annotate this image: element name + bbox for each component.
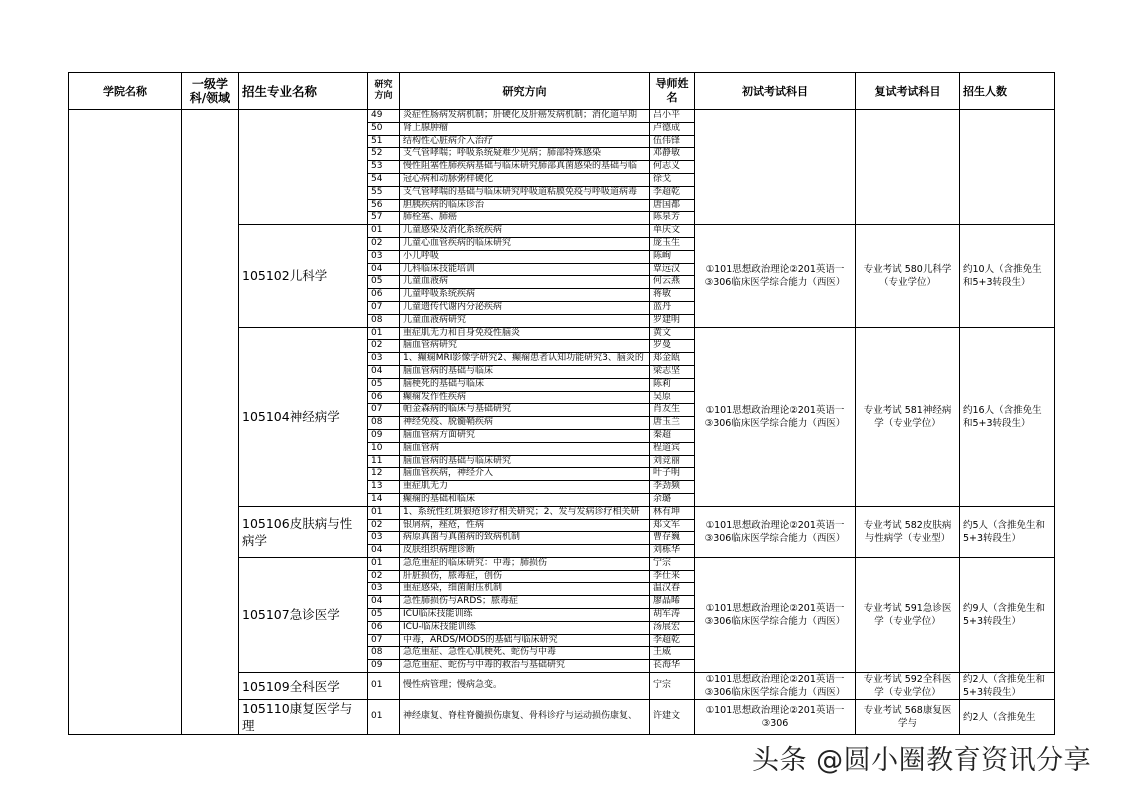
research-direction: 儿童血液病: [400, 276, 650, 289]
research-direction: 脑血管病方面研究: [400, 429, 650, 442]
research-direction: 1、系统性红斑狼疮诊疗相关研究；2、发与发病诊疗相关研: [400, 506, 650, 519]
watermark-text: 头条 @圆小圈教育资讯分享: [752, 745, 1092, 776]
research-direction: 小儿呼吸: [400, 250, 650, 263]
research-direction: 帕金森病的临床与基础研究: [400, 404, 650, 417]
enrollment-count: 约10人（含推免生和5+3转段生）: [960, 225, 1055, 327]
direction-code: 08: [368, 647, 400, 660]
direction-code: 51: [368, 135, 400, 148]
research-direction: 儿科临床技能培训: [400, 263, 650, 276]
tutor-name: 许建文: [650, 700, 695, 735]
research-direction: 神经康复、脊柱脊髓损伤康复、骨科诊疗与运动损伤康复、: [400, 700, 650, 735]
retest-exam-subjects: 专业考试 580儿科学（专业学位）: [856, 225, 960, 327]
tutor-name: 肖友生: [650, 404, 695, 417]
direction-code: 12: [368, 468, 400, 481]
direction-code: 54: [368, 173, 400, 186]
direction-code: 53: [368, 161, 400, 174]
tutor-name: 罗曼: [650, 340, 695, 353]
tutor-name: 宁宗: [650, 673, 695, 700]
research-direction: 皮肤组织病理诊断: [400, 545, 650, 558]
tutor-name: 汤展宏: [650, 621, 695, 634]
research-direction: 支气管哮喘；呼吸系统疑难少见病；肺部特殊感染: [400, 148, 650, 161]
tutor-name: 唐玉兰: [650, 417, 695, 430]
research-direction: 急性肺损伤与ARDS；脓毒症: [400, 596, 650, 609]
enrollment-count: [960, 110, 1055, 225]
direction-code: 10: [368, 442, 400, 455]
direction-code: 02: [368, 519, 400, 532]
research-direction: 炎症性肠病发病机制；肝硬化及肝癌发病机制；消化道早期: [400, 110, 650, 123]
table-row: [69, 110, 1055, 123]
direction-code: 14: [368, 493, 400, 506]
header-count: 招生人数: [960, 73, 1055, 110]
tutor-name: 郑文军: [650, 519, 695, 532]
tutor-name: 胡军涛: [650, 609, 695, 622]
research-direction: 儿童呼吸系统疾病: [400, 289, 650, 302]
tutor-name: 程道宾: [650, 442, 695, 455]
direction-code: 07: [368, 301, 400, 314]
school-cell: [69, 110, 182, 735]
research-direction: 支气管哮喘的基础与临床研究呼吸道粘膜免疫与呼吸道病毒: [400, 186, 650, 199]
research-direction: 病原真菌与真菌病的致病机制: [400, 532, 650, 545]
major-name: 105106皮肤病与性病学: [239, 506, 368, 557]
direction-code: 06: [368, 289, 400, 302]
direction-code: 04: [368, 596, 400, 609]
tutor-name: 伍伟锋: [650, 135, 695, 148]
tutor-name: 苌海华: [650, 660, 695, 673]
direction-code: 06: [368, 621, 400, 634]
retest-exam-subjects: 专业考试 591急诊医学（专业学位）: [856, 557, 960, 672]
research-direction: 脑血管疾病，神经介入: [400, 468, 650, 481]
tutor-name: 梁志坚: [650, 365, 695, 378]
tutor-name: 曹存巍: [650, 532, 695, 545]
tutor-name: 吕小平: [650, 110, 695, 123]
direction-code: 57: [368, 212, 400, 225]
direction-code: 01: [368, 506, 400, 519]
research-direction: 儿童遗传代谢内分泌疾病: [400, 301, 650, 314]
enrollment-count: 约2人（含推免生和5+3转段生）: [960, 673, 1055, 700]
prelim-exam-subjects: ①101思想政治理论②201英语一③306临床医学综合能力（西医）: [695, 673, 856, 700]
enrollment-count: 约9人（含推免生和5+3转段生）: [960, 557, 1055, 672]
tutor-name: 覃远汉: [650, 263, 695, 276]
direction-code: 02: [368, 237, 400, 250]
research-direction: ICU临床技能训练: [400, 609, 650, 622]
direction-code: 02: [368, 570, 400, 583]
tutor-name: 刘竞丽: [650, 455, 695, 468]
direction-code: 04: [368, 545, 400, 558]
tutor-name: 唐国都: [650, 199, 695, 212]
prelim-exam-subjects: ①101思想政治理论②201英语一③306临床医学综合能力（西医）: [695, 557, 856, 672]
research-direction: 肝脏损伤，脓毒症，创伤: [400, 570, 650, 583]
research-direction: 脑血管病: [400, 442, 650, 455]
research-direction: 癫痫发作性疾病: [400, 391, 650, 404]
research-direction: 急危重症的临床研究：中毒；肺损伤: [400, 557, 650, 570]
tutor-name: 郑金瓯: [650, 353, 695, 366]
tutor-name: 单庆文: [650, 225, 695, 238]
retest-exam-subjects: 专业考试 592全科医学（专业学位）: [856, 673, 960, 700]
direction-code: 03: [368, 250, 400, 263]
tutor-name: 庞玉生: [650, 237, 695, 250]
research-direction: ICU-临床技能训练: [400, 621, 650, 634]
research-direction: 脑血管病的基础与临床: [400, 365, 650, 378]
direction-code: 04: [368, 365, 400, 378]
direction-code: 07: [368, 634, 400, 647]
research-direction: 脑血管病的基础与临床研究: [400, 455, 650, 468]
research-direction: 慢性阻塞性肺疾病基础与临床研究肺部真菌感染的基础与临: [400, 161, 650, 174]
direction-code: 56: [368, 199, 400, 212]
direction-code: 11: [368, 455, 400, 468]
discipline-cell: [182, 110, 239, 735]
tutor-name: 何志义: [650, 161, 695, 174]
research-direction: 胆胰疾病的临床诊治: [400, 199, 650, 212]
major-name: 105107急诊医学: [239, 557, 368, 672]
header-row: [69, 73, 1055, 110]
tutor-name: 李超乾: [650, 634, 695, 647]
major-name: 105102儿科学: [239, 225, 368, 327]
tutor-name: 蒋敏: [650, 289, 695, 302]
research-direction: 儿童心血管疾病的临床研究: [400, 237, 650, 250]
direction-code: 01: [368, 700, 400, 735]
tutor-name: 廖晶晞: [650, 596, 695, 609]
research-direction: 神经免疫、脱髓鞘疾病: [400, 417, 650, 430]
tutor-name: 李仕来: [650, 570, 695, 583]
direction-code: 03: [368, 532, 400, 545]
header-direction: 研究方向: [400, 73, 650, 110]
prelim-exam-subjects: ①101思想政治理论②201英语一③306: [695, 700, 856, 735]
major-name: [239, 110, 368, 225]
direction-code: 52: [368, 148, 400, 161]
direction-code: 49: [368, 110, 400, 123]
research-direction: 脑梗死的基础与临床: [400, 378, 650, 391]
research-direction: 重症肌无力: [400, 481, 650, 494]
tutor-name: 陈莉: [650, 378, 695, 391]
tutor-name: 何云燕: [650, 276, 695, 289]
tutor-name: 李超乾: [650, 186, 695, 199]
tutor-name: 秦超: [650, 429, 695, 442]
tutor-name: 宁宗: [650, 557, 695, 570]
prelim-exam-subjects: ①101思想政治理论②201英语一③306临床医学综合能力（西医）: [695, 225, 856, 327]
direction-code: 08: [368, 417, 400, 430]
tutor-name: 卢德成: [650, 122, 695, 135]
direction-code: 02: [368, 340, 400, 353]
tutor-name: 林有坤: [650, 506, 695, 519]
header-tutor: 导师姓名: [650, 73, 695, 110]
direction-code: 50: [368, 122, 400, 135]
direction-code: 01: [368, 225, 400, 238]
research-direction: 脑血管病研究: [400, 340, 650, 353]
research-direction: 银屑病，痤疮，性病: [400, 519, 650, 532]
direction-code: 04: [368, 263, 400, 276]
tutor-name: 陈峋: [650, 250, 695, 263]
prelim-exam-subjects: ①101思想政治理论②201英语一③306临床医学综合能力（西医）: [695, 506, 856, 557]
direction-code: 01: [368, 673, 400, 700]
direction-code: 13: [368, 481, 400, 494]
research-direction: 重症感染，细菌耐压机制: [400, 583, 650, 596]
admissions-table-sheet: [68, 72, 1054, 734]
tutor-name: 刘栋华: [650, 545, 695, 558]
direction-code: 09: [368, 660, 400, 673]
retest-exam-subjects: [856, 110, 960, 225]
enrollment-count: 约2人（含推免生: [960, 700, 1055, 735]
direction-code: 07: [368, 404, 400, 417]
tutor-name: 陈泉芳: [650, 212, 695, 225]
header-school: 学院名称: [69, 73, 182, 110]
major-name: 105110康复医学与理: [239, 700, 368, 735]
major-name: 105104神经病学: [239, 327, 368, 506]
tutor-name: 黄文: [650, 327, 695, 340]
direction-code: 05: [368, 378, 400, 391]
major-name: 105109全科医学: [239, 673, 368, 700]
enrollment-count: 约5人（含推免生和5+3转段生）: [960, 506, 1055, 557]
research-direction: 儿童感染及消化系统疾病: [400, 225, 650, 238]
research-direction: 肾上腺肿瘤: [400, 122, 650, 135]
research-direction: 慢性病管理；慢病急变。: [400, 673, 650, 700]
research-direction: 急危重症、急性心肌梗死、蛇伤与中毒: [400, 647, 650, 660]
tutor-name: 罗建明: [650, 314, 695, 327]
research-direction: 儿童血液病研究: [400, 314, 650, 327]
research-direction: 冠心病和动脉粥样硬化: [400, 173, 650, 186]
research-direction: 结构性心脏病介入治疗: [400, 135, 650, 148]
research-direction: 急危重症、蛇伤与中毒的救治与基础研究: [400, 660, 650, 673]
tutor-name: 吴原: [650, 391, 695, 404]
tutor-name: 王威: [650, 647, 695, 660]
tutor-name: 叶子明: [650, 468, 695, 481]
retest-exam-subjects: 专业考试 568康复医学与: [856, 700, 960, 735]
tutor-name: 徐戈: [650, 173, 695, 186]
header-retest: 复试考试科目: [856, 73, 960, 110]
direction-code: 03: [368, 583, 400, 596]
enrollment-count: 约16人（含推免生和5+3转段生）: [960, 327, 1055, 506]
research-direction: 重症肌无力和自身免疫性脑炎: [400, 327, 650, 340]
direction-code: 05: [368, 276, 400, 289]
tutor-name: 余璐: [650, 493, 695, 506]
direction-code: 05: [368, 609, 400, 622]
direction-code: 01: [368, 557, 400, 570]
direction-code: 08: [368, 314, 400, 327]
research-direction: 中毒，ARDS/MODS的基础与临床研究: [400, 634, 650, 647]
research-direction: 肺栓塞、肺癌: [400, 212, 650, 225]
tutor-name: 温汉春: [650, 583, 695, 596]
direction-code: 01: [368, 327, 400, 340]
tutor-name: 李劲频: [650, 481, 695, 494]
research-direction: 癫痫的基础和临床: [400, 493, 650, 506]
tutor-name: 邓静敏: [650, 148, 695, 161]
research-direction: 1、癫痫MRI影像学研究2、癫痫患者认知功能研究3、脑炎的: [400, 353, 650, 366]
retest-exam-subjects: 专业考试 582皮肤病与性病学（专业型）: [856, 506, 960, 557]
header-direction-code: 研究方向: [368, 73, 400, 110]
admissions-table: [68, 72, 1055, 735]
header-discipline: 一级学科/领域: [182, 73, 239, 110]
prelim-exam-subjects: ①101思想政治理论②201英语一③306临床医学综合能力（西医）: [695, 327, 856, 506]
header-prelim: 初试考试科目: [695, 73, 856, 110]
direction-code: 06: [368, 391, 400, 404]
direction-code: 55: [368, 186, 400, 199]
retest-exam-subjects: 专业考试 581神经病学（专业学位）: [856, 327, 960, 506]
tutor-name: 蓝丹: [650, 301, 695, 314]
direction-code: 03: [368, 353, 400, 366]
header-major: 招生专业名称: [239, 73, 368, 110]
prelim-exam-subjects: [695, 110, 856, 225]
direction-code: 09: [368, 429, 400, 442]
